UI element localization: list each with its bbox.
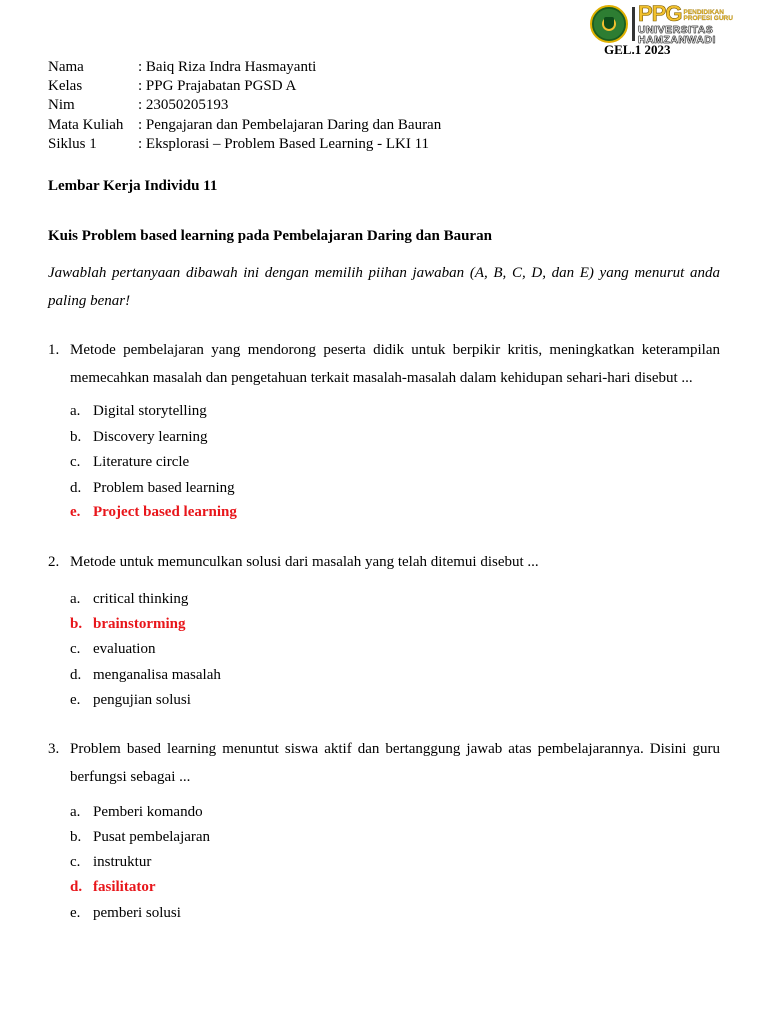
identity-value: : Eksplorasi – Problem Based Learning - LKI 11 [138, 136, 430, 152]
question-1 [48, 336, 720, 392]
option-letter: e. [70, 692, 81, 708]
instruction-text: Jawablah pertanyaan dibawah ini dengan memilih piihan jawaban (A, B, C, D, dan E) yang menurut anda paling benar! [48, 265, 720, 309]
identity-label: Mata Kuliah [48, 117, 124, 133]
question-text: Problem based learning menuntut siswa aktif dan bertanggung jawab atas pembelajarannya. Disini guru berfungsi sebagai ... [70, 741, 720, 785]
question-number: 1. [48, 342, 60, 358]
option-letter: b. [70, 616, 83, 632]
option-letter: e. [70, 504, 81, 520]
identity-value: : PPG Prajabatan PGSD A [138, 78, 297, 94]
option-letter: c. [70, 454, 81, 470]
question-3 [48, 735, 720, 791]
option-letter: d. [70, 667, 82, 683]
question-text: Metode pembelajaran yang mendorong peserta didik untuk berpikir kritis, meningkatkan keterampilan memecahkan masalah dan pengetahuan terkait masalah-masalah dalam kehidupan sehari-hari disebut ... [70, 342, 720, 386]
university-seal-icon [590, 5, 628, 43]
worksheet-title: Lembar Kerja Individu 11 [48, 178, 218, 194]
option-letter: b. [70, 829, 82, 845]
quiz-title: Kuis Problem based learning pada Pembelajaran Daring dan Bauran [48, 228, 492, 244]
logo-ppg: PPG [638, 0, 682, 26]
option-text: Project based learning [93, 504, 237, 520]
option-text: Pemberi komando [93, 804, 203, 820]
option-letter: b. [70, 429, 82, 445]
option-text: Discovery learning [93, 429, 208, 445]
option-text: instruktur [93, 854, 152, 870]
identity-value: : Pengajaran dan Pembelajaran Daring dan Bauran [138, 117, 442, 133]
option-letter: e. [70, 905, 81, 921]
logo-univ-2: HAMZANWADI [638, 34, 716, 46]
option-text: pengujian solusi [93, 692, 191, 708]
option-text: Pusat pembelajaran [93, 829, 211, 845]
option-letter: c. [70, 854, 81, 870]
option-text: fasilitator [93, 879, 156, 895]
option-text: Literature circle [93, 454, 190, 470]
logo-univ-1: UNIVERSITAS [638, 23, 714, 36]
option-text: evaluation [93, 641, 156, 657]
logo-divider [632, 7, 635, 41]
question-number: 2. [48, 554, 60, 570]
logo-sub-1: PENDIDIKAN [683, 8, 724, 16]
option-letter: a. [70, 591, 81, 607]
option-letter: a. [70, 804, 81, 820]
university-logo [590, 0, 740, 46]
option-letter: d. [70, 879, 83, 895]
identity-value: : Baiq Riza Indra Hasmayanti [138, 59, 317, 75]
identity-label: Nama [48, 59, 84, 75]
option-letter: d. [70, 480, 82, 496]
option-text: pemberi solusi [93, 905, 181, 921]
option-letter: a. [70, 403, 81, 419]
question-number: 3. [48, 741, 60, 757]
logo-text [638, 0, 733, 46]
option-text: brainstorming [93, 616, 186, 632]
option-text: critical thinking [93, 591, 189, 607]
logo-sub-2: PROFESI GURU [683, 15, 733, 22]
option-text: Problem based learning [93, 480, 235, 496]
identity-label: Nim [48, 97, 75, 113]
identity-label: Siklus 1 [48, 136, 97, 152]
option-text: Digital storytelling [93, 403, 207, 419]
identity-value: : 23050205193 [138, 97, 229, 113]
batch-label: GEL.1 2023 [604, 42, 671, 57]
option-letter: c. [70, 641, 81, 657]
option-text: menganalisa masalah [93, 667, 221, 683]
question-2 [48, 548, 720, 576]
identity-label: Kelas [48, 78, 83, 94]
question-text: Metode untuk memunculkan solusi dari masalah yang telah ditemui disebut ... [70, 554, 539, 570]
